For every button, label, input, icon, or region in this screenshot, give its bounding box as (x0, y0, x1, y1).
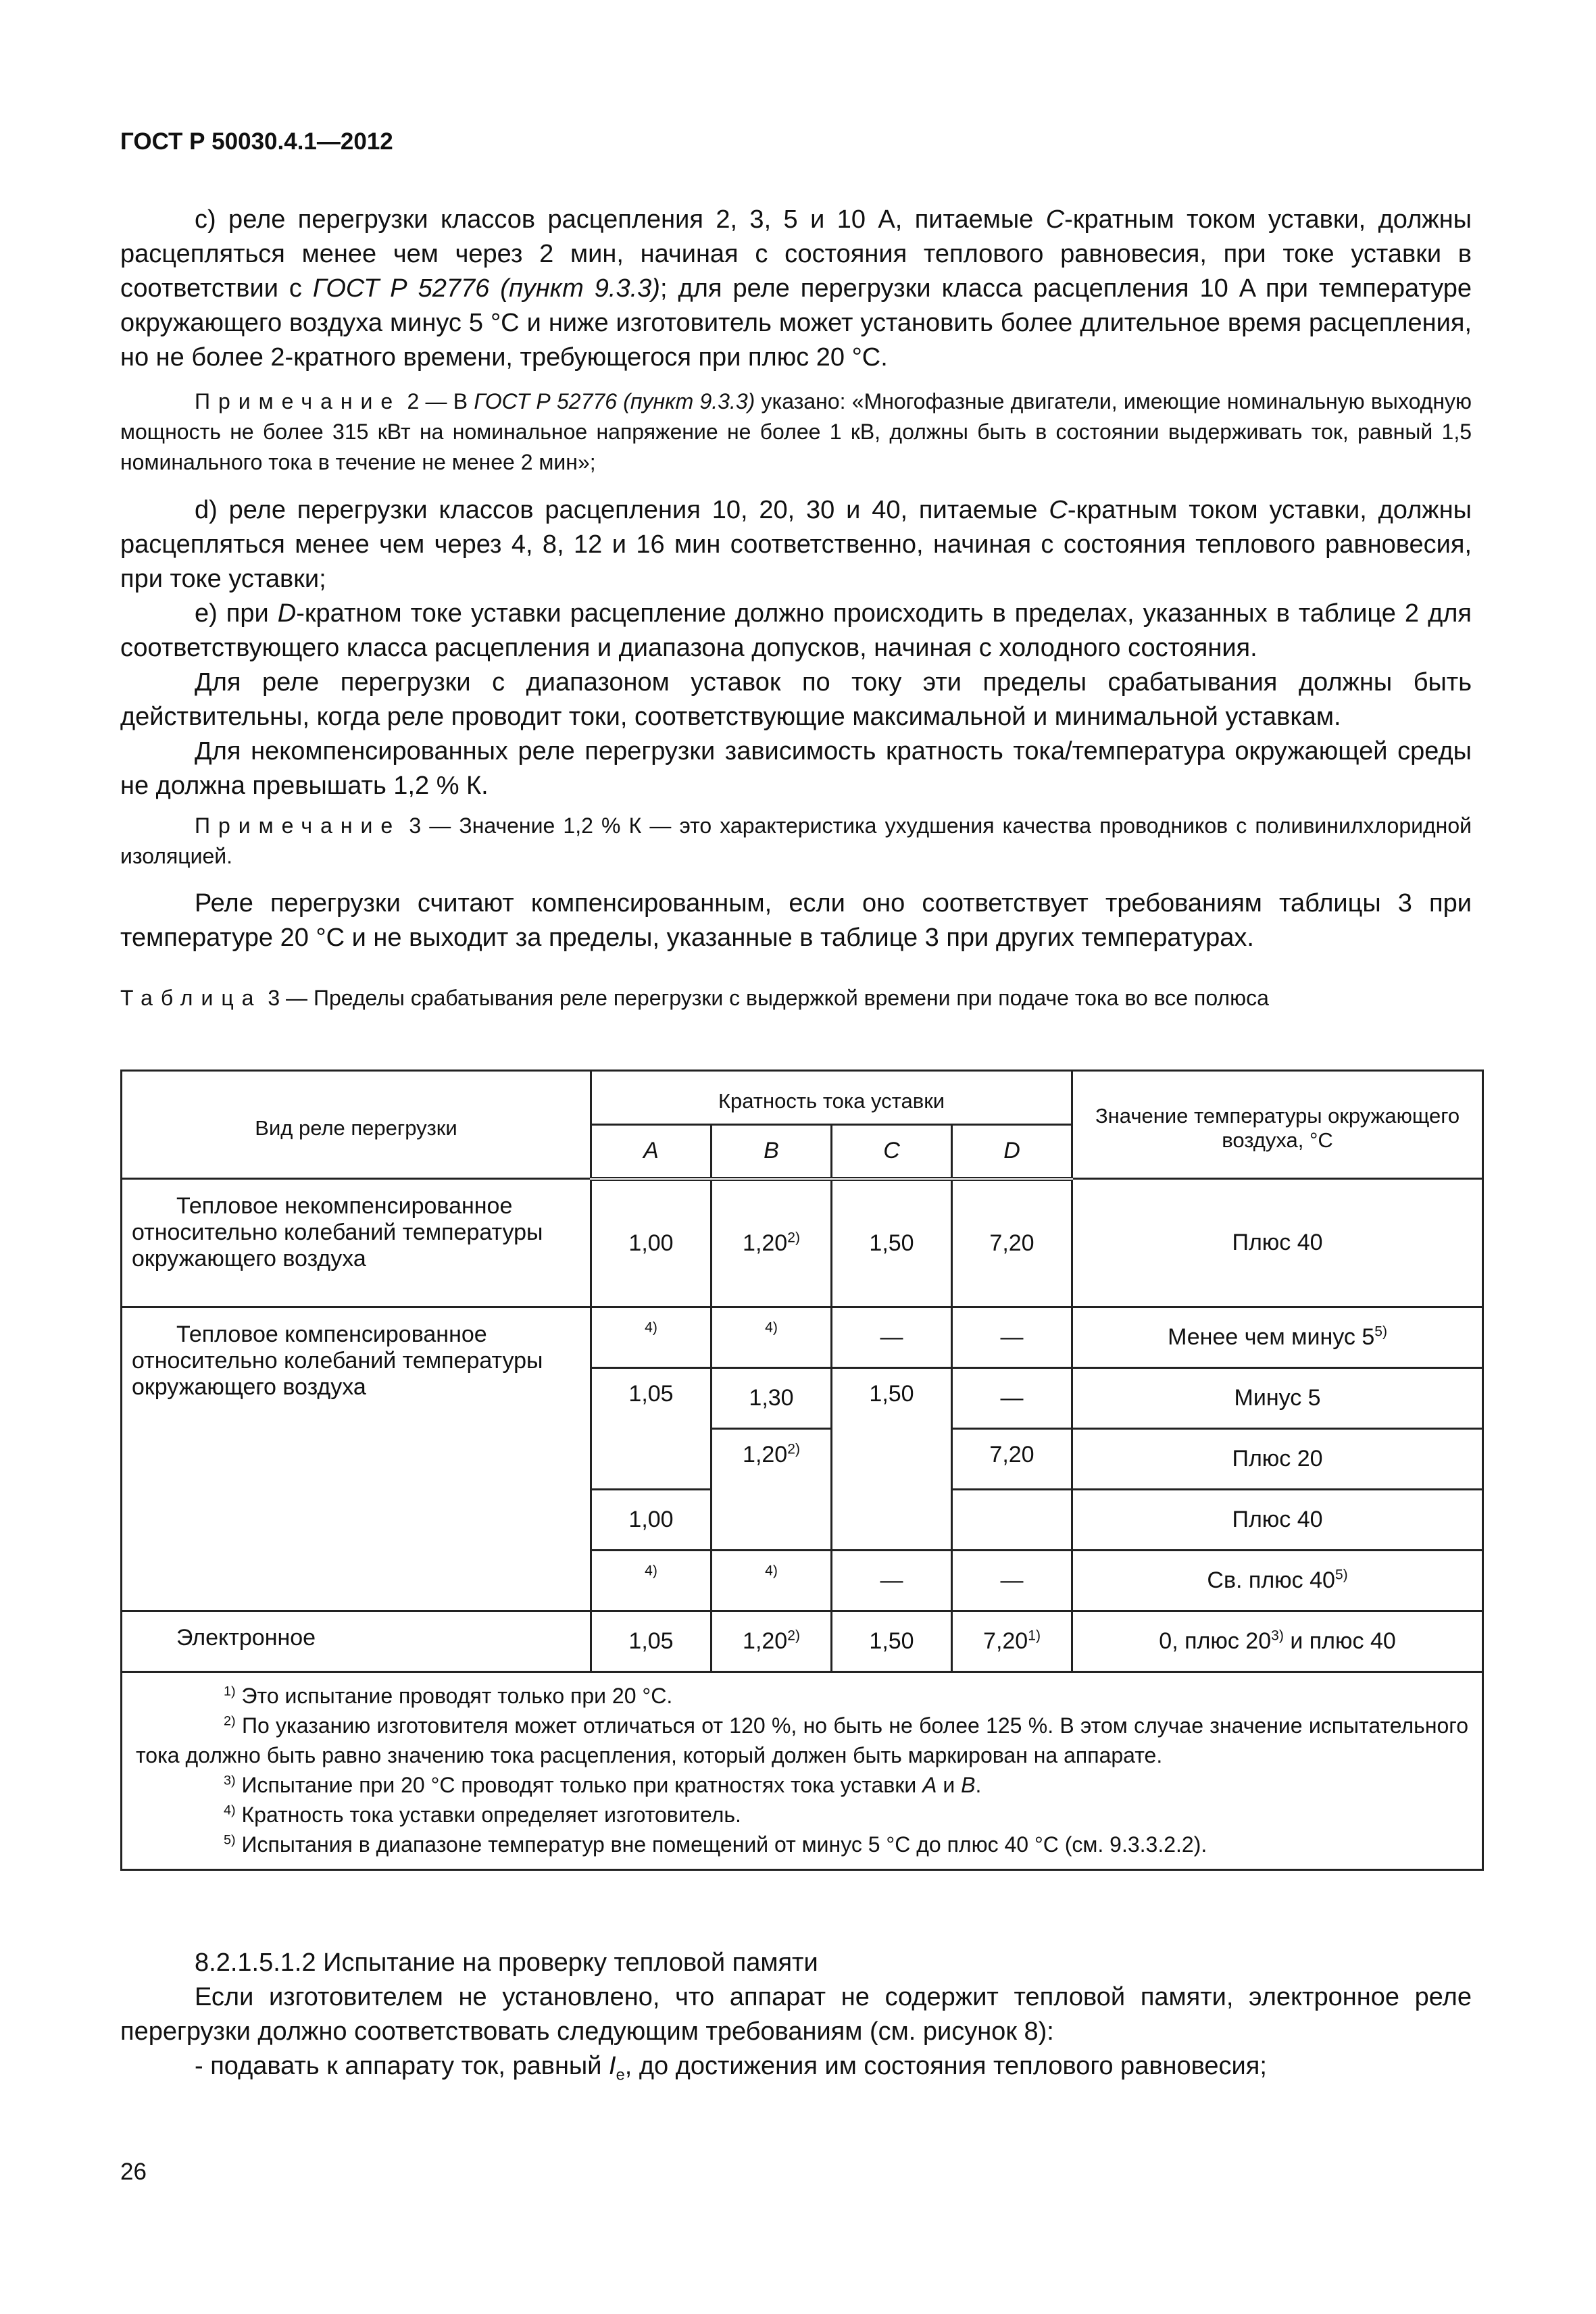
section-thermal-memory (120, 1946, 1472, 2084)
note-2: Примечание 2 — В ГОСТ Р 52776 (пункт 9.3.3) указано: «Многофазные двигатели, имеющие номинальную выходную мощность не более 315 кВт на номинальное напряжение не более 1 кВ, должны быть в состоянии выдерживать ток, равный 1,5 номинального тока в течение не менее 2 мин»; (120, 389, 1472, 474)
section-paragraph-1: Если изготовителем не установлено, что аппарат не содержит тепловой памяти, электронное реле перегрузки должно соответствовать следующим требованиям (см. рисунок 8): (120, 1983, 1472, 2046)
table-row: 1,20$^{2)}$ 7,20 Плюс 20 (122, 1429, 1483, 1490)
table-caption: Таблица 3 — Пределы срабатывания реле перегрузки с выдержкой времени при подаче тока во все полюса (120, 986, 1269, 1010)
footnote-3: $^{3)}$ Испытание при 20 °C проводят только при кратностях тока уставки A и B. (224, 1773, 982, 1797)
table-row: Тепловое компенсированное относительно колебаний температуры окружающего воздуха $^{4)}$ $^{4)}$ — — Менее чем минус 5$^{5)}$ (122, 1307, 1483, 1368)
standard-header: ГОСТ Р 50030.4.1—2012 (120, 128, 393, 155)
page-number: 26 (120, 2159, 147, 2185)
header-multiplicity: Кратность тока уставки (591, 1071, 1072, 1125)
paragraphs-d-e (120, 493, 1472, 803)
footnote-4: $^{4)}$ Кратность тока уставки определяет изготовитель. (224, 1803, 741, 1827)
footnote-5: $^{5)}$ Испытания в диапазоне температур вне помещений от минус 5 °C до плюс 40 °C (см. 9.3.3.2.2). (224, 1832, 1207, 1857)
paragraph-e: e) при D-кратном токе уставки расцепление должно происходить в пределах, указанных в таблице 2 для соответствующего класса расцепления и диапазона допусков, начиная с холодного состояния. (120, 599, 1472, 662)
section-heading: 8.2.1.5.1.2 Испытание на проверку тепловой памяти (195, 1948, 818, 1977)
paragraph-d: d) реле перегрузки классов расцепления 10, 20, 30 и 40, питаемые C-кратным током уставки, должны расцепляться менее чем через 4, 8, 12 и 16 мин соответственно, начиная с состояния теплового равновесия, при токе уставки; (120, 496, 1472, 593)
paragraph-compensated: Реле перегрузки считают компенсированным, если оно соответствует требованиям таблицы 3 при температуре 20 °C и не выходит за пределы, указанные в таблице 3 при других температурах. (120, 889, 1472, 952)
header-col-c: C (832, 1125, 952, 1179)
header-col-b: B (712, 1125, 832, 1179)
table-footnotes (122, 1672, 1483, 1870)
table-3 (120, 1070, 1482, 1871)
footnote-2: $^{2)}$ По указанию изготовителя может отличаться от 120 %, но быть не более 125 %. В этом случае значение испытательного тока должно быть равно значению тока расцепления, который должен быть маркирован на аппарате. (136, 1713, 1469, 1767)
note-3: Примечание 3 — Значение 1,2 % К — это характеристика ухудшения качества проводников с поливинилхлоридной изоляцией. (120, 813, 1472, 868)
header-temperature: Значение температуры окружающего воздуха, °C (1072, 1071, 1483, 1179)
header-relay-type: Вид реле перегрузки (122, 1071, 591, 1179)
paragraph-c: c) реле перегрузки классов расцепления 2, 3, 5 и 10 A, питаемые C-кратным током уставки, должны расцепляться менее чем через 2 мин, начиная с состояния теплового равновесия, при токе уставки в соответствии с ГОСТ Р 52776 (пункт 9.3.3); для реле перегрузки класса расцепления 10 A при температуре окружающего воздуха минус 5 °C и ниже изготовитель может установить более длительное время расцепления, но не более 2-кратного времени, требующегося при плюс 20 °C. (120, 205, 1472, 372)
paragraph-range: Для реле перегрузки с диапазоном уставок по току эти пределы срабатывания должны быть действительны, когда реле проводит токи, соответствующие максимальной и минимальной уставкам. (120, 668, 1472, 731)
header-col-a: A (591, 1125, 712, 1179)
table-row: Электронное 1,05 1,20$^{2)}$ 1,50 7,20$^{1)}$ 0, плюс 20$^{3)}$ и плюс 40 (122, 1611, 1483, 1672)
section-paragraph-2: - подавать к аппарату ток, равный $I_e$, до достижения им состояния теплового равновесия; (195, 2052, 1267, 2084)
table-row: $^{4)}$ $^{4)}$ — — Св. плюс 40$^{5)}$ (122, 1551, 1483, 1611)
header-col-d: D (952, 1125, 1072, 1179)
footnote-1: $^{1)}$ Это испытание проводят только при 20 °C. (224, 1684, 673, 1708)
table-row: 1,05 1,30 1,50 — Минус 5 (122, 1368, 1483, 1429)
paragraph-uncompensated: Для некомпенсированных реле перегрузки зависимость кратность тока/температура окружающей среды не должна превышать 1,2 % К. (120, 737, 1472, 800)
table-row: 1,00 Плюс 40 (122, 1490, 1483, 1551)
table-row: Тепловое некомпенсированное относительно колебаний температуры окружающего воздуха 1,00 1,20$^{2)}$ 1,50 7,20 Плюс 40 (122, 1179, 1483, 1307)
